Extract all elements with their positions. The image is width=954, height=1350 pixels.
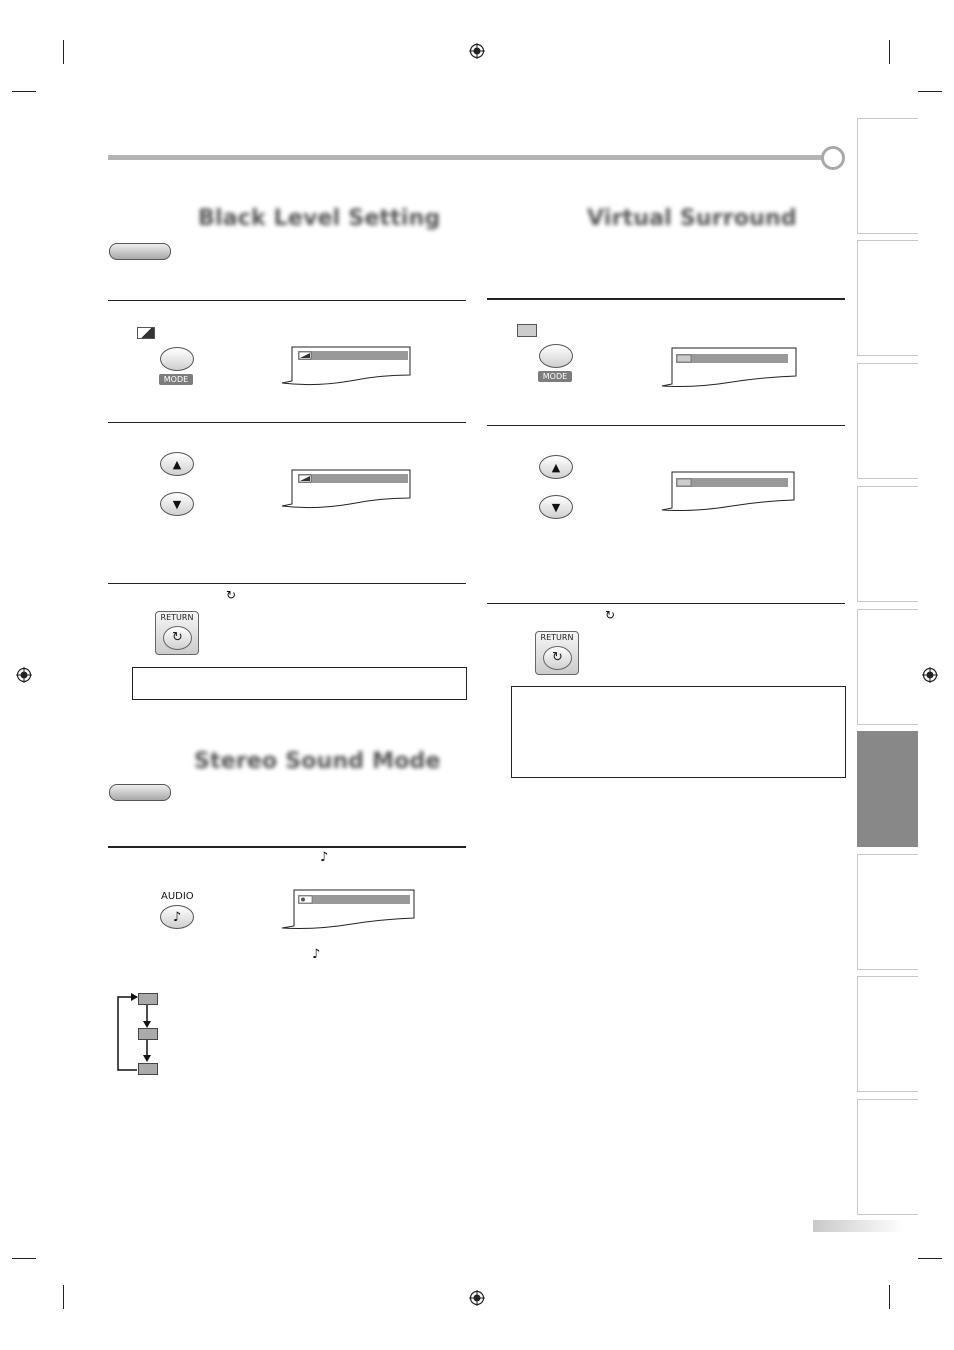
- note-box: [132, 667, 467, 700]
- side-tab[interactable]: [857, 363, 918, 479]
- registration-mark-icon: [469, 1290, 485, 1306]
- audio-mode-icon: [138, 1063, 158, 1075]
- crop-mark: [63, 40, 64, 64]
- section-badge: [109, 243, 171, 260]
- page-number-bar: [813, 1220, 905, 1232]
- contrast-icon: [137, 327, 155, 339]
- mode-label: MODE: [538, 371, 572, 382]
- step-divider: [487, 603, 845, 604]
- music-note-icon: ♪: [320, 850, 329, 865]
- header-bar-end: [821, 146, 845, 170]
- section-title: Black Level Setting: [198, 206, 441, 231]
- audio-mode-icon: [138, 1028, 158, 1040]
- osd-screen: [280, 468, 420, 517]
- section-badge: [109, 784, 171, 801]
- header-bar: [108, 155, 824, 160]
- crop-mark: [889, 40, 890, 64]
- return-label: RETURN: [540, 633, 574, 642]
- crop-mark: [918, 1258, 942, 1259]
- side-tab[interactable]: [857, 854, 918, 970]
- surround-icon: [517, 324, 537, 337]
- section-title: Virtual Surround: [587, 206, 797, 231]
- side-tab[interactable]: [857, 486, 918, 602]
- side-tab[interactable]: [857, 240, 918, 356]
- mode-button[interactable]: [539, 344, 573, 368]
- return-label: RETURN: [160, 613, 194, 622]
- osd-screen: [660, 346, 800, 395]
- step-divider: [108, 422, 466, 423]
- music-note-icon: ♪: [312, 947, 321, 962]
- section-title: Stereo Sound Mode: [194, 749, 441, 774]
- return-icon: ↻: [226, 588, 237, 602]
- down-button[interactable]: ▼: [539, 495, 573, 519]
- registration-mark-icon: [16, 667, 32, 683]
- side-tab-active[interactable]: [857, 731, 918, 847]
- crop-mark: [63, 1285, 64, 1309]
- side-tab[interactable]: [857, 1099, 918, 1215]
- crop-mark: [12, 1258, 36, 1259]
- audio-label: AUDIO: [161, 891, 194, 902]
- crop-mark: [889, 1285, 890, 1309]
- side-tab[interactable]: [857, 976, 918, 1092]
- return-icon: ↻: [543, 646, 572, 670]
- up-button[interactable]: ▲: [539, 455, 573, 479]
- down-button[interactable]: ▼: [160, 492, 194, 516]
- return-button[interactable]: [155, 611, 199, 655]
- crop-mark: [12, 91, 36, 92]
- osd-screen: [280, 345, 420, 394]
- side-tab[interactable]: [857, 118, 918, 234]
- crop-mark: [918, 91, 942, 92]
- registration-mark-icon: [922, 667, 938, 683]
- osd-screen: [280, 888, 426, 937]
- osd-screen: [660, 470, 800, 519]
- note-box: [511, 686, 846, 778]
- return-icon: ↻: [605, 608, 616, 622]
- step-divider: [108, 583, 466, 584]
- registration-mark-icon: [469, 43, 485, 59]
- return-button[interactable]: [535, 631, 579, 675]
- mode-button[interactable]: [160, 347, 194, 371]
- step-divider: [108, 300, 466, 301]
- audio-button[interactable]: ♪: [160, 905, 194, 929]
- step-divider: [487, 425, 845, 426]
- side-tab[interactable]: [857, 609, 918, 725]
- mode-label: MODE: [159, 374, 193, 385]
- step-divider: [108, 846, 466, 848]
- step-divider: [487, 298, 845, 300]
- up-button[interactable]: ▲: [160, 452, 194, 476]
- return-icon: ↻: [163, 626, 192, 650]
- audio-mode-icon: [138, 993, 158, 1005]
